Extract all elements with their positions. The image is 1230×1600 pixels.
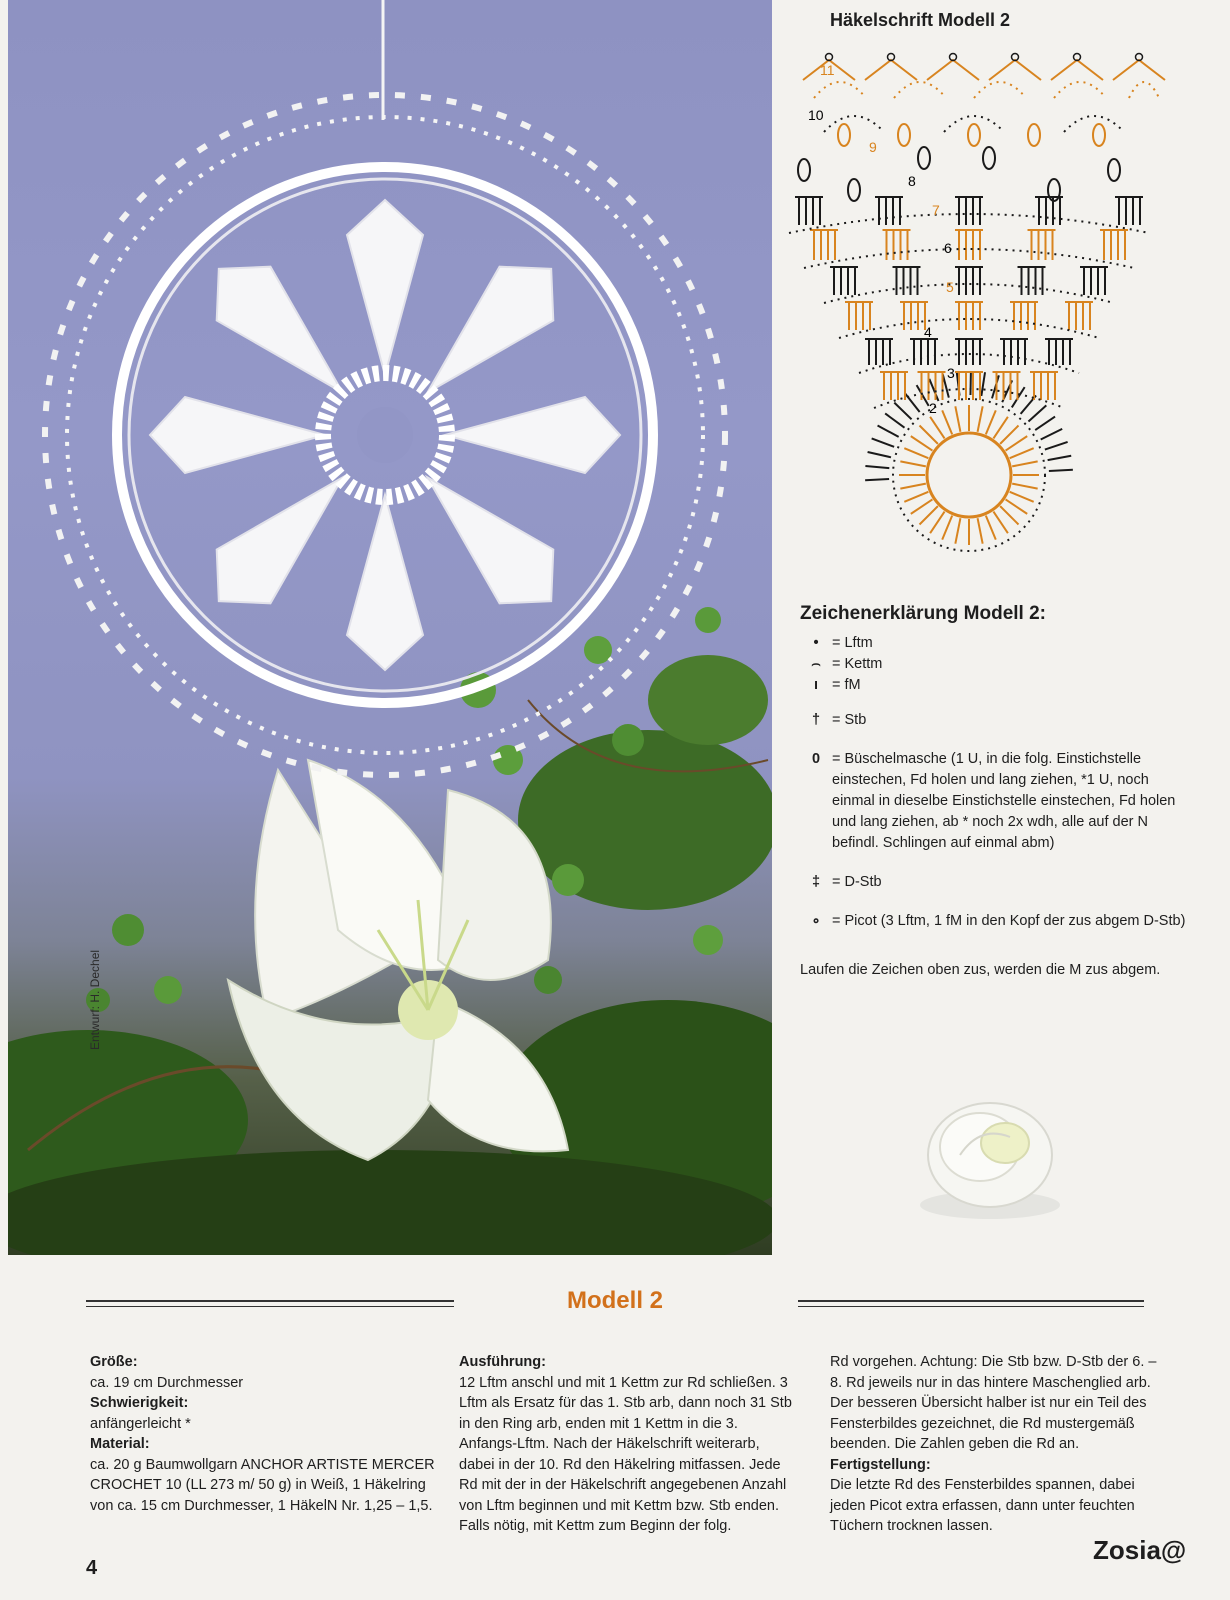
chart-stitch: [905, 393, 920, 412]
chart-chain: [824, 284, 1114, 303]
legend-item-kettm: ⌢ = Kettm: [800, 654, 1190, 675]
page-number: 4: [86, 1557, 98, 1579]
execution-text: 12 Lftm anschl und mit 1 Kettm zur Rd schließen. 3 Lftm als Ersatz für das 1. Stb arb, dann noch 31 Stb in den Ring arb, enden mit 1 Kettm in die 3. Anfangs-Lftm. Nach der Häkelschrift weiterarb, dabei in der 10. Rd den Häkelring mitfassen. Jede Rd mit der in der Häkelschrift angegebenen Anzahl von Lftm beginnen und mit Kettm bzw. Stb enden. Falls nötig, mit Kettm zum Beginn der folg.: [459, 1374, 792, 1534]
symbol-legend: [800, 603, 1190, 981]
chart-peak: [1113, 60, 1165, 80]
chart-stitch: [1041, 429, 1063, 440]
material-label: Material:: [90, 1436, 150, 1452]
legend-item-lftm: • = Lftm: [800, 633, 1190, 654]
chart-arch: [1054, 82, 1106, 98]
chart-stitch: [992, 375, 999, 398]
instructions-column-1: [90, 1352, 435, 1516]
picot-icon: ∘: [811, 913, 821, 929]
chart-stitch: [993, 417, 1007, 439]
chart-stitch: [1000, 506, 1018, 524]
single-crochet-icon: ı: [813, 677, 819, 693]
round-number: 4: [924, 324, 932, 340]
execution-text-continued: Rd vorgehen. Achtung: Die Stb bzw. D-Stb der 6. – 8. Rd jeweils nur in das hintere Maschenglied arb. Der besseren Übersicht halber ist nur ein Teil des Fensterbildes gezeichnet, die Rd mustergemäß beenden. Die Zahlen geben die Rd an.: [830, 1354, 1157, 1452]
chart-stitch: [1006, 436, 1028, 450]
chart-stitch: [868, 452, 891, 457]
chart-stitch: [904, 492, 928, 502]
lily-flower: [228, 760, 568, 1160]
chart-cluster: [983, 147, 995, 169]
round-number: 7: [932, 202, 940, 218]
instructions-column-3: [830, 1352, 1165, 1537]
chart-stitch: [1035, 417, 1055, 430]
chart-stitch: [993, 512, 1007, 534]
photo-credit: Entwurf: H. Dechel: [88, 949, 102, 1050]
chart-peak: [1051, 60, 1103, 80]
chart-stitch: [986, 516, 996, 540]
chart-cluster: [848, 179, 860, 201]
chart-arch: [1129, 82, 1159, 98]
chart-peak: [865, 60, 917, 80]
chart-stitch: [878, 425, 899, 436]
double-crochet-icon: †: [811, 712, 821, 728]
chart-chain: [839, 319, 1099, 338]
chart-chain: [859, 354, 1079, 373]
chart-cluster: [838, 124, 850, 146]
chart-stitch: [911, 436, 933, 450]
chart-stitch: [986, 410, 996, 434]
chart-stitch: [955, 406, 960, 432]
size-label: Größe:: [90, 1354, 138, 1370]
photo-panel: [8, 0, 772, 1255]
chart-stitch: [955, 518, 960, 544]
legend-item-fm: ı = fM: [800, 675, 1190, 696]
chart-chain: [804, 249, 1134, 268]
chart-stitch: [978, 518, 983, 544]
chart-arch: [974, 82, 1026, 98]
chart-stitch: [981, 372, 985, 396]
chart-stitch: [978, 406, 983, 432]
chart-cluster: [918, 147, 930, 169]
slip-stitch-icon: ⌢: [811, 656, 821, 672]
rose-image: [910, 1085, 1070, 1225]
chart-arch: [894, 82, 946, 98]
chart-stitch: [929, 379, 938, 401]
chart-stitch: [1048, 456, 1072, 460]
difficulty-value: anfängerleicht *: [90, 1415, 191, 1432]
finishing-text: Die letzte Rd des Fensterbildes spannen, dabei jeden Picot extra erfassen, dann unter feuchten Tüchern trocknen lassen.: [830, 1477, 1135, 1534]
instructions-column-2: [459, 1352, 799, 1537]
legend-item-bueschelmasche: 0 = Büschelmasche (1 U, in die folg. Einstichstelle einstechen, Fd holen und lang ziehen, *1 U, noch einmal in dieselbe Einstichstelle einstechen, Fd holen und lang ziehen, ab * noch 2x wdh, alle auf der N befindl. Schlingen auf einmal abm): [800, 749, 1190, 854]
chart-stitch: [1049, 470, 1073, 471]
chart-cluster: [1028, 124, 1040, 146]
chart-stitch: [1010, 492, 1034, 502]
chart-stitch: [930, 512, 944, 534]
crochet-chart: [784, 40, 1174, 580]
chart-stitch: [917, 385, 929, 406]
material-value: ca. 20 g Baumwollgarn ANCHOR ARTISTE MERCER CROCHET 10 (LL 273 m/ 50 g) in Weiß, 1 Häkelring von ca. 15 cm Durchmesser, 1 HäkelN Nr. 1,25 – 1,5.: [90, 1456, 435, 1514]
chart-cluster: [898, 124, 910, 146]
round-number: 8: [908, 173, 916, 189]
size-value: ca. 19 cm Durchmesser: [90, 1374, 244, 1391]
execution-label: Ausführung:: [459, 1354, 546, 1370]
difficulty-label: Schwierigkeit:: [90, 1395, 189, 1411]
legend-item-picot: ∘ = Picot (3 Lftm, 1 fM in den Kopf der zus abgem D-Stb): [800, 911, 1190, 932]
treble-crochet-icon: ‡: [811, 874, 821, 890]
instructions-title: Modell 2: [566, 1287, 663, 1314]
chart-stitch: [865, 479, 889, 480]
chart-stitch: [1045, 442, 1068, 450]
legend-title: Zeichenerklärung Modell 2:: [800, 603, 1046, 624]
chart-cluster: [1108, 159, 1120, 181]
chart-stitch: [920, 426, 938, 444]
chart-stitch: [1028, 405, 1046, 421]
chart-stitch: [904, 448, 928, 458]
chart-peak: [989, 60, 1041, 80]
chart-stitch: [1006, 499, 1028, 513]
chart-stitch: [885, 413, 904, 427]
legend-item-stb: † = Stb: [800, 710, 1190, 731]
round-number: 2: [929, 400, 937, 416]
chart-cluster: [798, 159, 810, 181]
chart-stitch: [930, 417, 944, 439]
chart-stitch: [1010, 448, 1034, 458]
chart-stitch: [872, 438, 894, 446]
chart-cluster: [968, 124, 980, 146]
crochet-doily: [45, 95, 725, 775]
doily-photo-illustration: [8, 0, 772, 1255]
chart-stitch: [900, 484, 926, 489]
round-number: 6: [944, 240, 952, 256]
chart-stitch: [942, 410, 952, 434]
round-number: 5: [946, 279, 954, 295]
chart-stitch: [1012, 461, 1038, 466]
legend-item-d-stb: ‡ = D-Stb: [800, 872, 1190, 893]
chain-stitch-icon: •: [813, 635, 819, 651]
signature: Zosia@: [1093, 1535, 1187, 1565]
chart-arch: [814, 82, 866, 98]
chart-stitch: [920, 506, 938, 524]
round-number: 9: [869, 139, 877, 155]
round-number: 11: [820, 62, 835, 78]
chart-title: Häkelschrift Modell 2: [830, 10, 1011, 30]
round-number: 10: [808, 107, 824, 123]
chart-arch: [824, 116, 884, 132]
chart-stitch: [894, 403, 911, 420]
chart-stitch: [900, 461, 926, 466]
chart-stitch: [865, 466, 889, 468]
legend-note: Laufen die Zeichen oben zus, werden die M zus abgem.: [800, 962, 1161, 978]
chart-peak: [927, 60, 979, 80]
chart-stitch: [911, 499, 933, 513]
finishing-label: Fertigstellung:: [830, 1456, 931, 1473]
chart-stitch: [942, 516, 952, 540]
round-number: 3: [947, 365, 955, 381]
chart-stitch: [1012, 484, 1038, 489]
cluster-stitch-icon: 0: [811, 751, 821, 767]
chart-stitch: [1000, 426, 1018, 444]
chart-cluster: [1093, 124, 1105, 146]
chart-ring: [927, 433, 1011, 517]
